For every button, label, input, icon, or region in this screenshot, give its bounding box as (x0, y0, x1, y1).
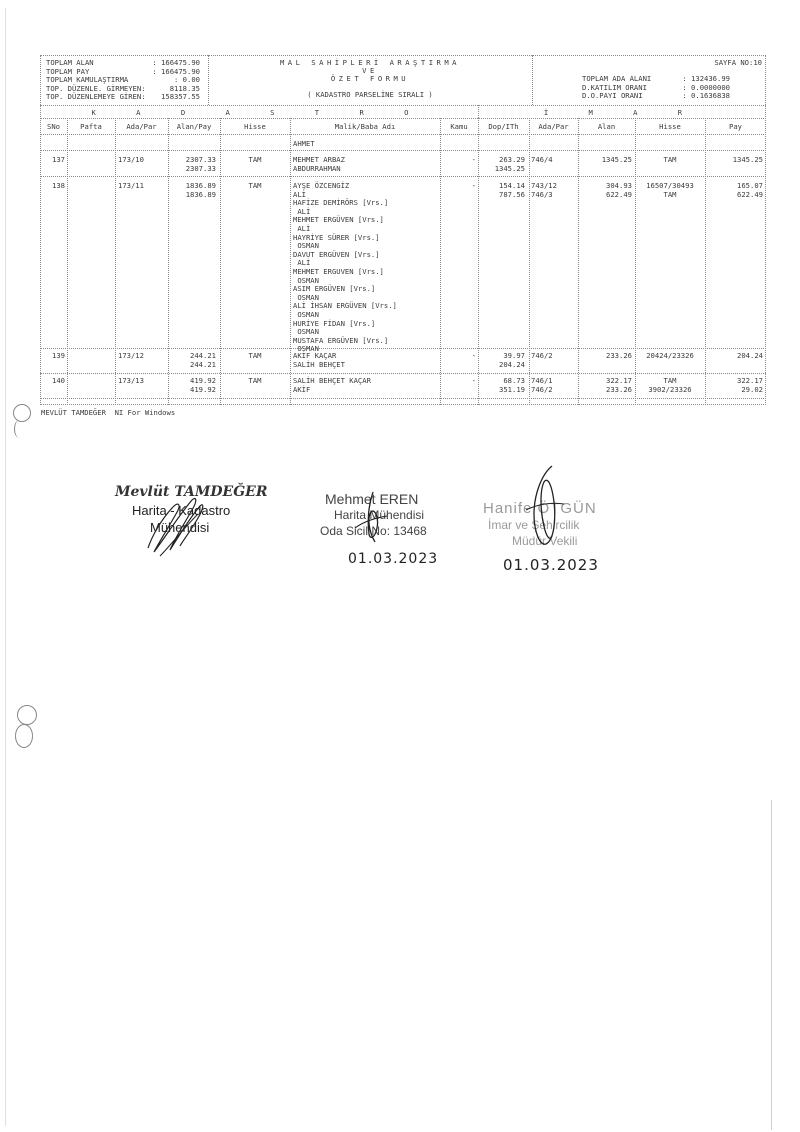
row-ada-par: 173/12 (118, 351, 144, 360)
row-imar-pay: 1345.25 (732, 155, 763, 164)
punch-hole (17, 705, 37, 725)
row-imar-pay: 204.24 (737, 351, 763, 360)
row-hisse: TAM (248, 376, 262, 385)
header-total-value: : 166475.90 (152, 66, 200, 76)
col-imar-pay: Pay (729, 122, 742, 131)
row-imar-hisse: 16507/30493 TAM (646, 181, 694, 199)
punch-hole-arc (14, 420, 25, 438)
header-ratio-label: D.O.PAYI ORANI (582, 91, 643, 101)
col-imar-ada: Ada/Par (538, 122, 569, 131)
row-alan-pay: 1836.89 1836.89 (185, 181, 216, 199)
carry-over-owner: AHMET (293, 139, 315, 148)
header-totals (46, 59, 200, 102)
row-imar-pay: 322.17 29.02 (737, 376, 763, 394)
page-right-edge (771, 800, 772, 1130)
signatory-3-title: İmar ve Şehircilik (488, 518, 580, 532)
header-ratio-line (582, 92, 730, 101)
header-total-label: TOP. DÜZENLEMEYE GİREN: (46, 92, 146, 102)
row-alan-pay: 419.92 419.92 (190, 376, 216, 394)
header-total-value: : 0.00 (174, 75, 200, 85)
row-imar-hisse: TAM (663, 155, 677, 164)
signature-3-scribble (522, 462, 568, 562)
row-hisse: TAM (248, 351, 262, 360)
signature-1-scribble (140, 488, 210, 560)
header-ratios (582, 75, 730, 101)
footer-note: MEVLÜT TAMDEĞER NI For Windows (41, 408, 176, 417)
row-imar-hisse: TAM 3902/23326 (648, 376, 692, 394)
col-sno: SNo (47, 122, 60, 131)
signatory-2-name: Mehmet EREN (325, 491, 419, 507)
header-total-line (46, 93, 200, 102)
row-dop-ith: 68.73 351.19 (499, 376, 525, 394)
row-imar-ada: 746/2 (531, 351, 553, 360)
row-ada-par: 173/11 (118, 181, 144, 190)
row-imar-ada: 743/12 746/3 (531, 181, 557, 199)
row-imar-ada: 746/1 746/2 (531, 376, 553, 394)
signatory-2-title: Harita Mühendisi (334, 508, 425, 522)
row-imar-alan: 233.26 (606, 351, 632, 360)
row-hisse: TAM (248, 181, 262, 190)
col-pafta: Pafta (80, 122, 102, 131)
row-dop-ith: 263.29 1345.25 (494, 155, 525, 173)
header-ratio-label: TOPLAM ADA ALANI (582, 74, 652, 83)
row-owners: SALİH BEHÇET KAÇAR AKİF (293, 376, 371, 394)
row-sno: 137 (52, 155, 65, 164)
row-imar-alan: 322.17 233.26 (606, 376, 632, 394)
row-sno: 138 (52, 181, 65, 190)
punch-hole-arc (15, 724, 33, 748)
row-imar-ada: 746/4 (531, 155, 553, 164)
header-total-label: TOPLAM PAY (46, 66, 90, 76)
row-kamu: - (471, 155, 476, 164)
signatory-2-date: 01.03.2023 (348, 551, 439, 567)
signatory-1-name: Mevlüt TAMDEĞER (115, 484, 268, 500)
report-subtitle: ( KADASTRO PARSELİNE SIRALI ) (307, 90, 433, 99)
section-kadastro: K A D A S T R O (91, 108, 427, 117)
page-left-edge (5, 8, 6, 1126)
row-owners: MEHMET ARBAZ ABDURRAHMAN (293, 155, 345, 173)
section-imar: İ M A R (543, 108, 701, 117)
page-number: SAYFA NO:10 (714, 58, 762, 67)
row-imar-pay: 165.07 622.49 (737, 181, 763, 199)
signatory-3-name: Hanife ÖTGÜN (483, 500, 597, 517)
signatory-3-title2: Müdür Vekili (512, 534, 578, 548)
col-ada-par: Ada/Par (126, 122, 157, 131)
row-kamu: - (471, 181, 476, 190)
report-title-ve: VE (362, 66, 378, 75)
signatory-3-date: 01.03.2023 (503, 556, 599, 574)
col-kamu: Kamu (450, 122, 468, 131)
header-ratio-value: : 0.0000000 (682, 82, 730, 92)
header-ratio-label: D.KATILIM ORANI (582, 82, 647, 92)
row-imar-hisse: 20424/23326 (646, 351, 694, 360)
col-imar-hisse: Hisse (659, 122, 681, 131)
row-dop-ith: 154.14 787.56 (499, 181, 525, 199)
col-alan-pay: Alan/Pay (176, 122, 212, 131)
row-sno: 139 (52, 351, 65, 360)
row-dop-ith: 39.97 204.24 (499, 351, 525, 369)
col-malik: Malik/Baba Adı (334, 122, 396, 131)
header-total-label: TOPLAM KAMULAŞTIRMA (46, 75, 129, 85)
row-sno: 140 (52, 376, 65, 385)
signature-2-scribble (345, 488, 395, 548)
signatory-1-title2: Mühendisi (150, 520, 210, 535)
header-ratio-value: : 132436.99 (682, 74, 730, 83)
report-title: MAL SAHİPLERİ ARAŞTIRMA (279, 58, 461, 67)
header-ratio-value: : 0.1636838 (682, 91, 730, 101)
row-owners: AYŞE ÖZCENGİZ ALİ HAFİZE DEMİRÖRS [Vrs.] ALİ MEHMET ERGÜVEN [Vrs.] ALİ HAYRİYE SÜRER [Vrs.] OSMAN DAVUT ERGÜVEN [Vrs.] ALİ MEHMET ERGUVEN [Vrs.] OSMAN ASIM ERGÜVEN [Vrs.] OSMAN ALİ İHSAN ERGÜVEN [Vrs.] OSMAN HURİYE FİDAN [Vrs.] OSMAN MUSTAFA ERGÜVEN [Vrs.] OSMAN (293, 181, 397, 354)
row-ada-par: 173/10 (118, 155, 144, 164)
row-ada-par: 173/13 (118, 376, 144, 385)
row-imar-alan: 1345.25 (601, 155, 632, 164)
header-total-label: TOP. DÜZENLE. GİRMEYEN: (46, 83, 146, 93)
report-title-form: ÖZET FORMU (330, 74, 410, 83)
signatory-2-registry: Oda Sicil No: 13468 (320, 524, 427, 538)
col-hisse: Hisse (244, 122, 266, 131)
col-imar-alan: Alan (597, 122, 616, 131)
row-kamu: - (471, 376, 476, 385)
header-total-value: 8118.35 (169, 83, 200, 93)
col-dop: Dop/ITh (488, 122, 519, 131)
row-alan-pay: 2307.33 2307.33 (185, 155, 216, 173)
row-owners: AKİF KAÇAR SALİH BEHÇET (293, 351, 345, 369)
row-hisse: TAM (248, 155, 262, 164)
row-alan-pay: 244.21 244.21 (190, 351, 216, 369)
row-imar-alan: 304.93 622.49 (606, 181, 632, 199)
header-total-value: 158357.55 (161, 92, 200, 102)
signatory-1-title: Harita - Kadastro (132, 503, 231, 518)
row-kamu: - (471, 351, 476, 360)
header-total-value: : 166475.90 (152, 58, 200, 67)
header-total-label: TOPLAM ALAN (46, 58, 94, 67)
